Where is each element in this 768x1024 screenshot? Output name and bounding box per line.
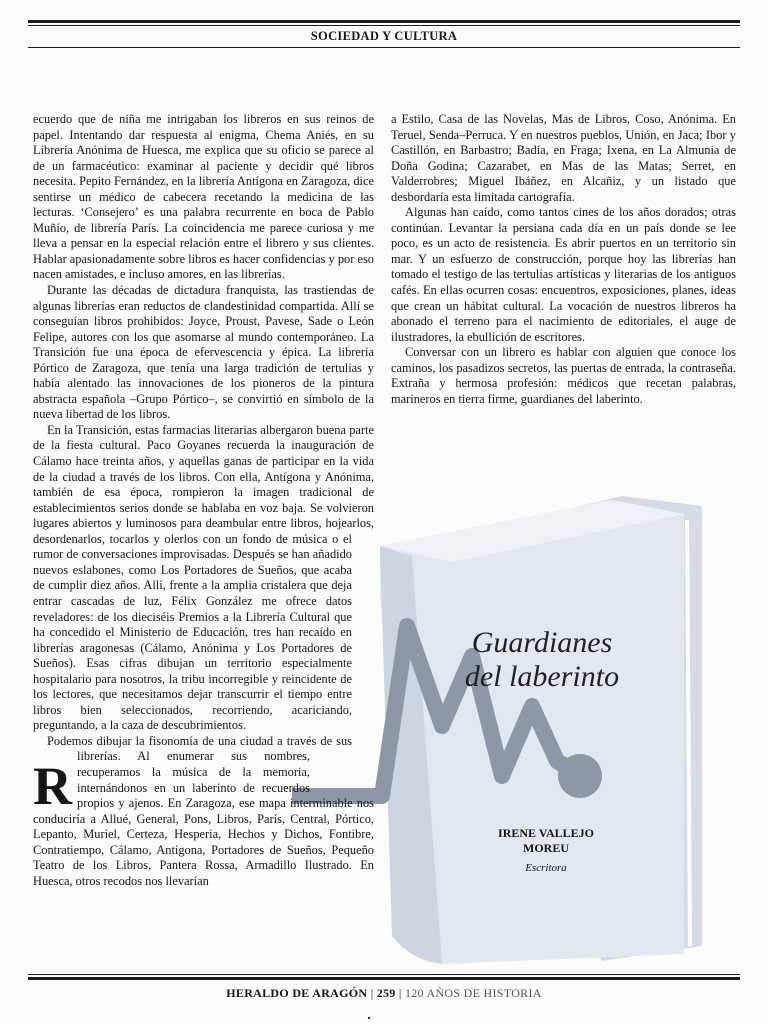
author-name-line2: MOREU — [523, 841, 569, 855]
section-header: SOCIEDAD Y CULTURA — [310, 29, 458, 43]
footer-separator: | — [370, 986, 374, 1000]
column-wrap-spacer-c — [310, 762, 374, 794]
paragraph: a Estilo, Casa de las Novelas, Mas de Libros, Coso, Anónima. En Teruel, Senda–Perruca. Y en nuestros pueblos, Unión, en Jaca; Ibor y Castillón, en Barbastro; Badía, en Fraga; Ixena, en La Almunia de Doña Godina; Cazarabet, en Mas de las Matas; Serret, en Valderrobres; Miguel Ibáñez, en Alcañiz, y un listado que desbordaría esta limitada cartografía. — [391, 112, 736, 204]
top-rule-thick — [28, 20, 740, 23]
footer-publication: HERALDO DE ARAGÓN — [226, 986, 368, 1000]
article-column-left — [33, 112, 374, 889]
article-column-right — [391, 112, 736, 407]
illustration-title — [432, 626, 652, 694]
paragraph: Durante las décadas de dictadura franquista, las trastiendas de algunas librerías eran reductos de clandestinidad compartida. Allí se conseguían libros prohibidos: Joyce, Proust, Pavese, Sade o León Felipe, autores con los que asomarse al mundo contemporáneo. La Transición fue una época de efervescencia y épica. La librería Pórtico de Zaragoza, que tenía una larga tradición de tertulias y había alentado las innovaciones de los pioneros de la pintura abstracta española –Grupo Pórtico–, se convirtió en símbolo de la nueva libertad de los libros. — [33, 283, 374, 422]
top-rule-thin — [28, 25, 740, 26]
bottom-rule-thick — [28, 977, 740, 980]
paragraph: Algunas han caído, como tantos cines de los años dorados; otras continúan. Levantar la persiana cada día en un país donde se lee poco, es un acto de resistencia. Es abrir puertos en un territorio sin mar. Y un esfuerzo de construcción, porque hoy las librerías han tomado el testigo de las tertulias artísticas y literarias de los antiguos cafés. En ellas ocurren cosas: encuentros, exposiciones, planes, ideas que crean un hábitat cultural. La vocación de nuestros libreros ha abonado el terreno para el nacimiento de editoriales, el auge de ilustradores, la ebullición de escritores. — [391, 205, 736, 344]
illustration-title-line2: del laberinto — [464, 660, 620, 693]
author-role: Escritora — [525, 862, 567, 874]
paragraph: Podemos dibujar la fisonomía de una ciudad a través de sus librerías. Al enumerar sus nombres, recuperamos la música de la memoria, internándonos en un laberinto de recuerdos propios y ajenos. En Zaragoza, ese mapa interminable nos conduciría a Allué, General, Pons, Libros, París, Central, Pórtico, Lepanto, Muriel, Certeza, Hesperia, Hechos y Dichos, Fontibre, Contratiempo, Cálamo, Antígona, Portadores de Sueños, Pequeño Teatro de los Libros, Pantera Rossa, Armadillo Ilustrado. En Huesca, otros recodos nos llevarían — [33, 733, 374, 888]
column-wrap-spacer-b — [352, 542, 374, 762]
paragraph: Conversar con un librero es hablar con alguien que conoce los caminos, los pasadizos secretos, las puertas de entrada, la contraseña. Extraña y hermosa profesión: médicos que recetan palabras, marineros en tierra firme, guardianes del laberinto. — [391, 345, 736, 406]
footer-history: 120 AÑOS DE HISTORIA — [404, 986, 542, 1000]
bottom-rule-thin — [28, 974, 740, 975]
pulse-dot — [558, 754, 602, 798]
author-name — [480, 826, 612, 856]
paragraph: En la Transición, estas farmacias literarias albergaron buena parte de la fiesta cultural. Paco Goyanes recuerda la inauguración de Cálamo hace treinta años, y aquellas ganas de participar en la vida de la ciudad a través de los libros. Con ella, Antígona y Anónima, también de esa época, rompieron la imagen tradicional de establecimientos serios donde se hablaba en voz baja. Se volvieron lugares abiertos y luminosos para deambular entre libros, hojearlos, desordenarlos, tocarlos y olerlos con un fondo de música o el rumor de conversaciones improvisadas. Después se han añadido nuevos eslabones, como Los Portadores de Sueños, que acaba de cumplir diez años. Allí, frente a la amplia cristalera que deja entrar cascadas de luz, Félix González me ofrece datos reveladores: de los dieciséis Premios a la Librería Cultural que ha concedido el Ministerio de Educación, tres han recaído en librerías aragonesas (Cálamo, Anónima y Los Portadores de Sueños). Esas cifras dibujan un territorio especialmente hospitalario para nosotros, la tribu incorregible y reincidente de los lectores, que necesitamos dejar transcurrir el tiempo entre libros bien seleccionados, recorriendo, acariciando, preguntando, a la caza de descubrimientos. — [33, 422, 374, 733]
page-footer — [0, 986, 768, 1001]
page-number: 259 — [376, 986, 396, 1000]
footer-separator: | — [398, 986, 402, 1000]
author-name-line1: IRENE VALLEJO — [498, 826, 594, 840]
paragraph: ecuerdo que de niña me intrigaban los libreros en sus reinos de papel. Intentando dar respuesta al enigma, Chema Aniés, en su Librería Anónima de Huesca, me explica que su oficio se parece al de un farmacéutico: examinar al paciente y decidir qué libros necesita. Pepito Fernández, en la librería Antígona en Zaragoza, dice sentirse un médico de cabecera recetando la medicina de las lecturas. ‘Consejero’ es una palabra recurrente en boca de Pablo Muñío, de librería París. La coincidencia me parece curiosa y me lleva a pensar en la especial relación entre el librero y sus clientes. Hablar apasionadamente sobre libros es hacer confidencias y por eso nacen amistades, e incluso amores, en las librerías. — [33, 112, 374, 282]
print-mark — [368, 1017, 370, 1019]
header-underline — [28, 47, 740, 48]
drop-cap: R — [33, 756, 72, 816]
illustration-title-line1: Guardianes — [471, 626, 613, 659]
